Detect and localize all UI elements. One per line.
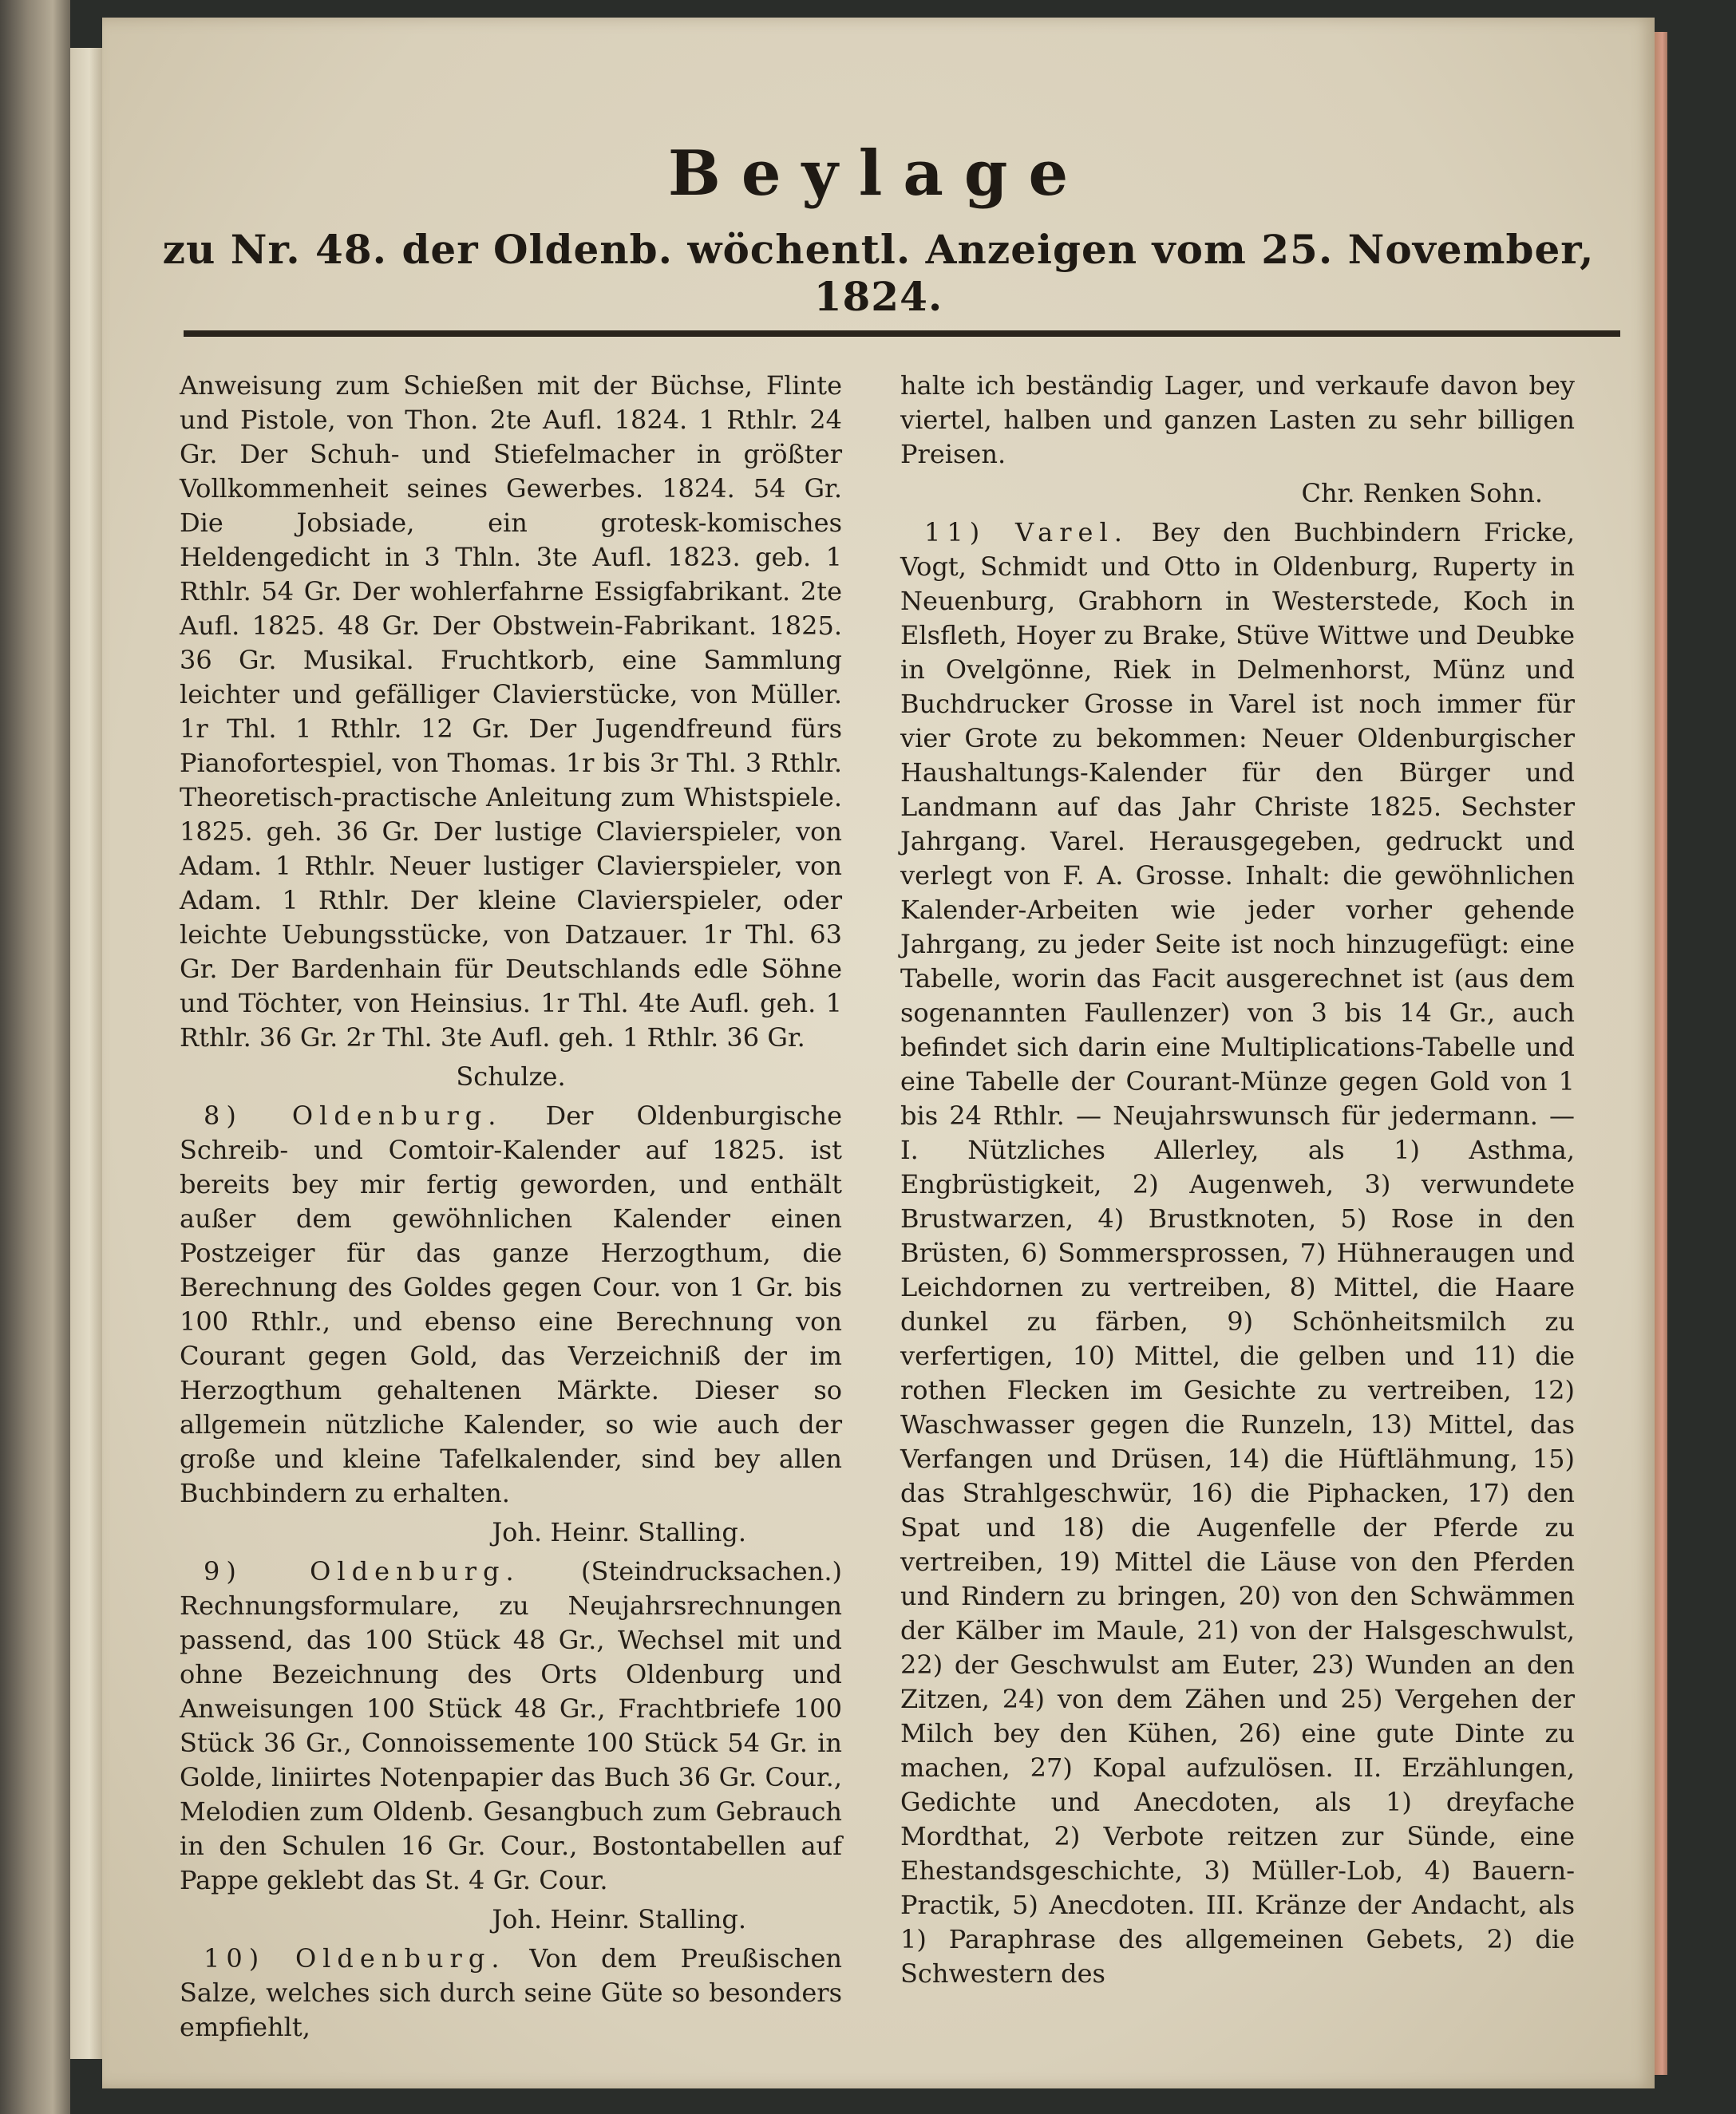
right-column xyxy=(900,369,1575,1996)
page-fore-edge xyxy=(1655,32,1667,2075)
left-paragraph-4 xyxy=(180,1942,842,2045)
left-paragraph-2-lead: 8) Oldenburg. xyxy=(204,1100,503,1131)
right-signature-1: Chr. Renken Sohn. xyxy=(1301,478,1543,508)
right-paragraph-1: halte ich beständig Lager, und verkaufe davon bey viertel, halben und ganzen Lasten zu sehr billigen Preisen. xyxy=(900,370,1575,469)
left-paragraph-3-body: (Steindrucksachen.) Rechnungsformulare, zu Neujahrsrechnungen passend, das 100 Stück 48 Gr., Wechsel mit und ohne Bezeichnung des Orts Oldenburg und Anweisungen 100 Stück 48 Gr., Frachtbriefe 100 Stück 36 Gr., Connoissemente 100 Stück 54 Gr. in Golde, liniirtes Notenpapier das Buch 36 Gr. Cour., Melodien zum Oldenb. Gesangbuch zum Gebrauch in den Schulen 16 Gr. Cour., Bostontabellen auf Pappe geklebt das St. 4 Gr. Cour. xyxy=(180,1556,842,1895)
book-spine xyxy=(0,0,70,2114)
left-paragraph-2 xyxy=(180,1099,842,1511)
page-subtitle: zu Nr. 48. der Oldenb. wöchentl. Anzeigen vom 25. November, 1824. xyxy=(162,226,1595,320)
left-paragraph-4-body: Von dem Preußischen Salze, welches sich durch seine Güte so besonders empfiehlt, xyxy=(180,1943,843,2042)
document-page xyxy=(102,18,1655,2088)
page-title: Beylage xyxy=(667,137,1089,210)
left-signature-2: Joh. Heinr. Stalling. xyxy=(492,1517,746,1547)
left-paragraph-4-lead: 10) Oldenburg. xyxy=(204,1943,506,1974)
previous-page-edge xyxy=(70,48,102,2059)
header-rule xyxy=(184,330,1620,337)
right-paragraph-2 xyxy=(900,516,1575,1991)
left-paragraph-1: Anweisung zum Schießen mit der Büchse, Flinte und Pistole, von Thon. 2te Aufl. 1824. 1 Rthlr. 24 Gr. Der Schuh- und Stiefelmacher in größter Vollkommenheit seines Gewerbes. 1824. 54 Gr. Die Jobsiade, ein grotesk-komisches Heldengedicht in 3 Thln. 3te Aufl. 1823. geb. 1 Rthlr. 54 Gr. Der wohlerfahrne Essigfabrikant. 2te Aufl. 1825. 48 Gr. Der Obstwein-Fabrikant. 1825. 36 Gr. Musikal. Fruchtkorb, eine Sammlung leichter und gefälliger Clavierstücke, von Müller. 1r Thl. 1 Rthlr. 12 Gr. Der Jugendfreund fürs Pianofortespiel, von Thomas. 1r bis 3r Thl. 3 Rthlr. Theoretisch-practische Anleitung zum Whistspiele. 1825. geh. 36 Gr. Der lustige Clavierspieler, von Adam. 1 Rthlr. Neuer lustiger Clavierspieler, von Adam. 1 Rthlr. Der kleine Clavierspieler, oder leichte Uebungsstücke, von Datzauer. 1r Thl. 63 Gr. Der Bardenhain für Deutschlands edle Söhne und Töchter, von Heinsius. 1r Thl. 4te Aufl. geh. 1 Rthlr. 36 Gr. 2r Thl. 3te Aufl. geh. 1 Rthlr. 36 Gr. xyxy=(180,370,842,1053)
left-paragraph-3-lead: 9) Oldenburg. xyxy=(204,1556,520,1586)
left-paragraph-2-body: Der Oldenburgische Schreib- und Comtoir-Kalender auf 1825. ist bereits bey mir fertig geworden, und enthält außer dem gewöhnlichen Kalender einen Postzeiger für das ganze Herzogthum, die Berechnung des Goldes gegen Cour. von 1 Gr. bis 100 Rthlr., und ebenso eine Berechnung von Courant gegen Gold, das Verzeichniß der im Herzogthum gehaltenen Märkte. Dieser so allgemein nützliche Kalender, so wie auch der große und kleine Tafelkalender, sind bey allen Buchbindern zu erhalten. xyxy=(180,1100,843,1508)
left-signature-3: Joh. Heinr. Stalling. xyxy=(492,1904,746,1934)
left-signature-1: Schulze. xyxy=(456,1061,566,1092)
page-header xyxy=(102,137,1655,320)
left-column xyxy=(180,369,842,2049)
right-paragraph-2-lead: 11) Varel. xyxy=(924,517,1129,547)
right-paragraph-2-body: Bey den Buchbindern Fricke, Vogt, Schmidt und Otto in Oldenburg, Ruperty in Neuenburg, Grabhorn in Westerstede, Koch in Elsfleth, Hoyer zu Brake, Stüve Wittwe und Deubke in Ovelgönne, Riek in Delmenhorst, Münz und Buchdrucker Grosse in Varel ist noch immer für vier Grote zu bekommen: Neuer Oldenburgischer Haushaltungs-Kalender für den Bürger und Landmann auf das Jahr Christe 1825. Sechster Jahrgang. Varel. Herausgegeben, gedruckt und verlegt von F. A. Grosse. Inhalt: die gewöhnlichen Kalender-Arbeiten wie jeder vorher gehende Jahrgang, zu jeder Seite ist noch hinzugefügt: eine Tabelle, worin das Facit ausgerechnet ist (aus dem sogenannten Faullenzer) von 3 bis 14 Gr., auch befindet sich darin eine Multiplications-Tabelle und eine Tabelle der Courant-Münze gegen Gold von 1 bis 24 Rthlr. — Neujahrswunsch für jedermann. — I. Nützliches Allerley, als 1) Asthma, Engbrüstigkeit, 2) Augenweh, 3) verwundete Brustwarzen, 4) Brustknoten, 5) Rose in den Brüsten, 6) Sommersprossen, 7) Hühneraugen und Leichdornen zu vertreiben, 8) Mittel, die Haare dunkel zu färben, 9) Schönheitsmilch zu verfertigen, 10) Mittel, die gelben und 11) die rothen Flecken im Gesichte zu vertreiben, 12) Waschwasser gegen die Runzeln, 13) Mittel, das Verfangen und Drüsen, 14) die Hüftlähmung, 15) das Strahlgeschwür, 16) die Piphacken, 17) den Spat und 18) die Augenfelle der Pferde zu vertreiben, 19) Mittel die Läuse von den Pferden und Rindern zu bringen, 20) von den Schwämmen der Kälber im Maule, 21) von der Halsgeschwulst, 22) der Geschwulst am Euter, 23) Wunden an den Zitzen, 24) von dem Zähen und 25) Vergehen der Milch bey den Kühen, 26) eine gute Dinte zu machen, 27) Kopal aufzulösen. II. Erzählungen, Gedichte und Anecdoten, als 1) dreyfache Mordthat, 2) Verbote reitzen zur Sünde, eine Ehestandsgeschichte, 3) Müller-Lob, 4) Bauern-Practik, 5) Anecdoten. III. Kränze der Andacht, als 1) Paraphrase des allgemeinen Gebets, 2) die Schwestern des xyxy=(900,517,1576,1989)
left-paragraph-3 xyxy=(180,1555,842,1898)
